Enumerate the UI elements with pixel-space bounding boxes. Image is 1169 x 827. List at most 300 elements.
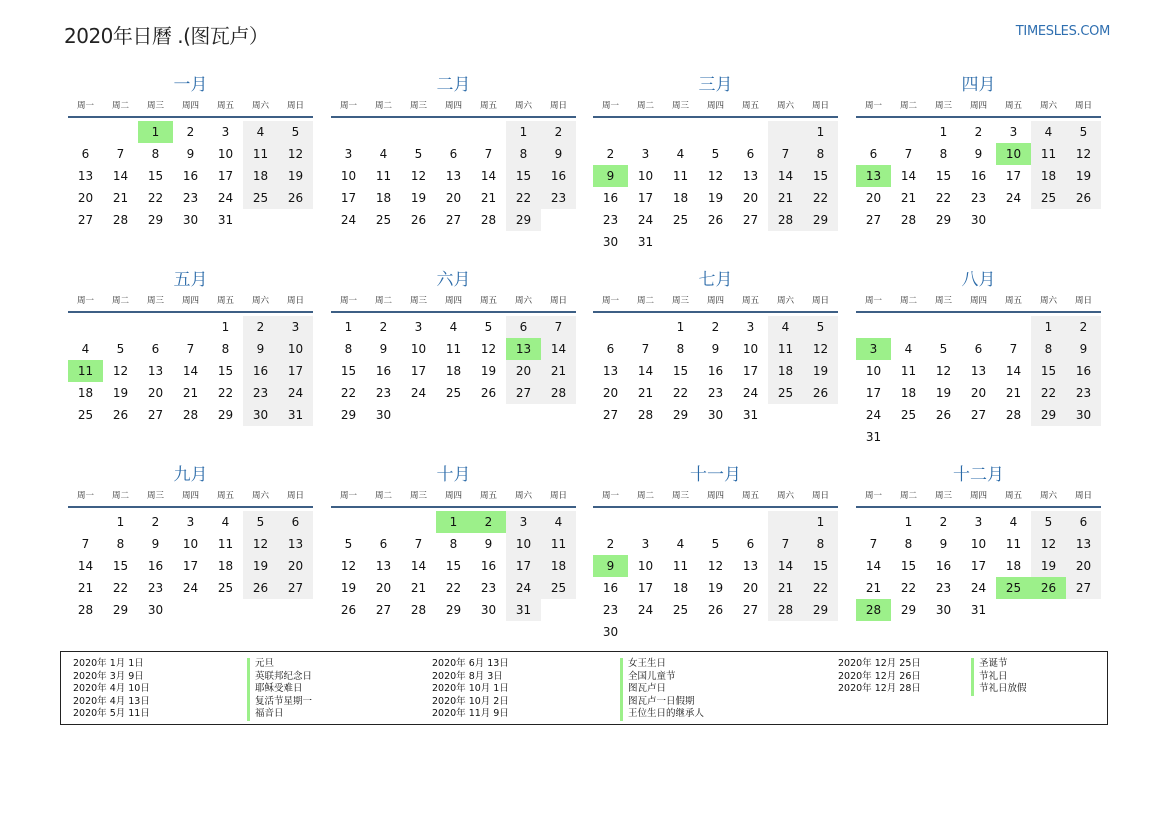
day-cell[interactable]: 17	[506, 555, 541, 577]
holiday-day-cell[interactable]: 26	[1031, 577, 1066, 599]
day-cell[interactable]: 3	[641, 147, 650, 161]
day-cell[interactable]: 9	[1066, 338, 1101, 360]
day-cell[interactable]: 7	[541, 316, 576, 338]
day-cell[interactable]: 5	[711, 537, 720, 551]
day-cell[interactable]: 18	[900, 386, 917, 400]
day-cell[interactable]: 3	[506, 511, 541, 533]
day-cell[interactable]: 27	[742, 213, 759, 227]
day-cell[interactable]: 22	[803, 187, 838, 209]
day-cell[interactable]: 18	[1005, 559, 1022, 573]
day-cell[interactable]: 5	[1031, 511, 1066, 533]
day-cell[interactable]: 12	[1031, 533, 1066, 555]
day-cell[interactable]: 15	[112, 559, 129, 573]
day-cell[interactable]: 27	[77, 213, 94, 227]
day-cell[interactable]: 17	[340, 191, 357, 205]
day-cell[interactable]: 23	[602, 603, 619, 617]
day-cell[interactable]: 2	[151, 515, 160, 529]
day-cell[interactable]: 13	[147, 364, 164, 378]
day-cell[interactable]: 30	[970, 213, 987, 227]
day-cell[interactable]: 18	[243, 165, 278, 187]
day-cell[interactable]: 20	[147, 386, 164, 400]
day-cell[interactable]: 9	[541, 143, 576, 165]
day-cell[interactable]: 11	[445, 342, 462, 356]
day-cell[interactable]: 9	[243, 338, 278, 360]
day-cell[interactable]: 11	[672, 169, 689, 183]
day-cell[interactable]: 16	[243, 360, 278, 382]
day-cell[interactable]: 1	[506, 121, 541, 143]
day-cell[interactable]: 4	[1009, 515, 1018, 529]
day-cell[interactable]: 28	[768, 599, 803, 621]
day-cell[interactable]: 8	[904, 537, 913, 551]
day-cell[interactable]: 26	[278, 187, 313, 209]
day-cell[interactable]: 4	[676, 147, 685, 161]
day-cell[interactable]: 18	[445, 364, 462, 378]
day-cell[interactable]: 31	[637, 235, 654, 249]
day-cell[interactable]: 20	[865, 191, 882, 205]
day-cell[interactable]: 18	[217, 559, 234, 573]
day-cell[interactable]: 12	[803, 338, 838, 360]
day-cell[interactable]: 25	[77, 408, 94, 422]
day-cell[interactable]: 19	[278, 165, 313, 187]
day-cell[interactable]: 3	[344, 147, 353, 161]
day-cell[interactable]: 14	[768, 165, 803, 187]
day-cell[interactable]: 31	[742, 408, 759, 422]
day-cell[interactable]: 7	[116, 147, 125, 161]
day-cell[interactable]: 30	[1066, 404, 1101, 426]
day-cell[interactable]: 17	[637, 581, 654, 595]
day-cell[interactable]: 7	[641, 342, 650, 356]
day-cell[interactable]: 24	[970, 581, 987, 595]
day-cell[interactable]: 9	[974, 147, 983, 161]
day-cell[interactable]: 7	[904, 147, 913, 161]
day-cell[interactable]: 6	[746, 537, 755, 551]
day-cell[interactable]: 2	[711, 320, 720, 334]
day-cell[interactable]: 15	[506, 165, 541, 187]
day-cell[interactable]: 7	[484, 147, 493, 161]
day-cell[interactable]: 20	[742, 581, 759, 595]
day-cell[interactable]: 19	[707, 191, 724, 205]
day-cell[interactable]: 12	[935, 364, 952, 378]
day-cell[interactable]: 5	[116, 342, 125, 356]
day-cell[interactable]: 12	[707, 169, 724, 183]
day-cell[interactable]: 3	[221, 125, 230, 139]
day-cell[interactable]: 28	[410, 603, 427, 617]
day-cell[interactable]: 24	[217, 191, 234, 205]
day-cell[interactable]: 27	[865, 213, 882, 227]
day-cell[interactable]: 9	[186, 147, 195, 161]
day-cell[interactable]: 21	[865, 581, 882, 595]
day-cell[interactable]: 7	[1009, 342, 1018, 356]
day-cell[interactable]: 27	[445, 213, 462, 227]
day-cell[interactable]: 19	[1031, 555, 1066, 577]
day-cell[interactable]: 5	[243, 511, 278, 533]
day-cell[interactable]: 9	[151, 537, 160, 551]
day-cell[interactable]: 26	[340, 603, 357, 617]
holiday-day-cell[interactable]: 10	[996, 143, 1031, 165]
day-cell[interactable]: 17	[637, 191, 654, 205]
day-cell[interactable]: 17	[182, 559, 199, 573]
day-cell[interactable]: 29	[445, 603, 462, 617]
day-cell[interactable]: 25	[243, 187, 278, 209]
day-cell[interactable]: 7	[768, 533, 803, 555]
day-cell[interactable]: 8	[676, 342, 685, 356]
day-cell[interactable]: 31	[278, 404, 313, 426]
day-cell[interactable]: 4	[676, 537, 685, 551]
day-cell[interactable]: 23	[935, 581, 952, 595]
day-cell[interactable]: 2	[541, 121, 576, 143]
day-cell[interactable]: 5	[939, 342, 948, 356]
day-cell[interactable]: 19	[480, 364, 497, 378]
day-cell[interactable]: 15	[217, 364, 234, 378]
day-cell[interactable]: 21	[637, 386, 654, 400]
day-cell[interactable]: 21	[112, 191, 129, 205]
day-cell[interactable]: 8	[803, 143, 838, 165]
day-cell[interactable]: 12	[243, 533, 278, 555]
day-cell[interactable]: 30	[602, 235, 619, 249]
day-cell[interactable]: 29	[672, 408, 689, 422]
day-cell[interactable]: 20	[602, 386, 619, 400]
day-cell[interactable]: 19	[707, 581, 724, 595]
day-cell[interactable]: 14	[77, 559, 94, 573]
day-cell[interactable]: 29	[803, 599, 838, 621]
day-cell[interactable]: 16	[970, 169, 987, 183]
day-cell[interactable]: 11	[768, 338, 803, 360]
day-cell[interactable]: 30	[243, 404, 278, 426]
day-cell[interactable]: 18	[1031, 165, 1066, 187]
day-cell[interactable]: 20	[970, 386, 987, 400]
day-cell[interactable]: 24	[340, 213, 357, 227]
day-cell[interactable]: 23	[147, 581, 164, 595]
day-cell[interactable]: 16	[147, 559, 164, 573]
day-cell[interactable]: 1	[939, 125, 948, 139]
day-cell[interactable]: 18	[375, 191, 392, 205]
day-cell[interactable]: 2	[974, 125, 983, 139]
day-cell[interactable]: 30	[707, 408, 724, 422]
day-cell[interactable]: 26	[243, 577, 278, 599]
day-cell[interactable]: 3	[186, 515, 195, 529]
day-cell[interactable]: 22	[445, 581, 462, 595]
day-cell[interactable]: 20	[278, 555, 313, 577]
day-cell[interactable]: 6	[506, 316, 541, 338]
holiday-day-cell[interactable]: 1	[436, 511, 471, 533]
day-cell[interactable]: 29	[900, 603, 917, 617]
day-cell[interactable]: 4	[243, 121, 278, 143]
day-cell[interactable]: 15	[803, 555, 838, 577]
day-cell[interactable]: 16	[480, 559, 497, 573]
day-cell[interactable]: 6	[151, 342, 160, 356]
day-cell[interactable]: 21	[182, 386, 199, 400]
day-cell[interactable]: 13	[970, 364, 987, 378]
day-cell[interactable]: 13	[375, 559, 392, 573]
day-cell[interactable]: 18	[541, 555, 576, 577]
day-cell[interactable]: 25	[541, 577, 576, 599]
day-cell[interactable]: 7	[414, 537, 423, 551]
day-cell[interactable]: 16	[935, 559, 952, 573]
day-cell[interactable]: 13	[602, 364, 619, 378]
holiday-day-cell[interactable]: 1	[138, 121, 173, 143]
day-cell[interactable]: 3	[278, 316, 313, 338]
day-cell[interactable]: 14	[637, 364, 654, 378]
day-cell[interactable]: 17	[278, 360, 313, 382]
day-cell[interactable]: 16	[707, 364, 724, 378]
day-cell[interactable]: 10	[506, 533, 541, 555]
day-cell[interactable]: 28	[1005, 408, 1022, 422]
day-cell[interactable]: 10	[637, 559, 654, 573]
day-cell[interactable]: 30	[147, 603, 164, 617]
day-cell[interactable]: 9	[379, 342, 388, 356]
day-cell[interactable]: 19	[935, 386, 952, 400]
day-cell[interactable]: 26	[112, 408, 129, 422]
day-cell[interactable]: 17	[742, 364, 759, 378]
day-cell[interactable]: 15	[1031, 360, 1066, 382]
day-cell[interactable]: 12	[278, 143, 313, 165]
day-cell[interactable]: 11	[672, 559, 689, 573]
day-cell[interactable]: 16	[182, 169, 199, 183]
day-cell[interactable]: 29	[340, 408, 357, 422]
day-cell[interactable]: 29	[506, 209, 541, 231]
day-cell[interactable]: 8	[803, 533, 838, 555]
day-cell[interactable]: 16	[602, 581, 619, 595]
day-cell[interactable]: 21	[1005, 386, 1022, 400]
day-cell[interactable]: 20	[742, 191, 759, 205]
day-cell[interactable]: 10	[865, 364, 882, 378]
day-cell[interactable]: 10	[970, 537, 987, 551]
day-cell[interactable]: 14	[541, 338, 576, 360]
day-cell[interactable]: 2	[243, 316, 278, 338]
day-cell[interactable]: 19	[243, 555, 278, 577]
day-cell[interactable]: 6	[746, 147, 755, 161]
day-cell[interactable]: 22	[112, 581, 129, 595]
day-cell[interactable]: 29	[147, 213, 164, 227]
day-cell[interactable]: 25	[768, 382, 803, 404]
day-cell[interactable]: 1	[1031, 316, 1066, 338]
day-cell[interactable]: 5	[344, 537, 353, 551]
day-cell[interactable]: 11	[900, 364, 917, 378]
day-cell[interactable]: 22	[217, 386, 234, 400]
day-cell[interactable]: 15	[147, 169, 164, 183]
holiday-day-cell[interactable]: 2	[471, 511, 506, 533]
day-cell[interactable]: 19	[410, 191, 427, 205]
day-cell[interactable]: 6	[606, 342, 615, 356]
day-cell[interactable]: 15	[935, 169, 952, 183]
day-cell[interactable]: 15	[803, 165, 838, 187]
day-cell[interactable]: 13	[278, 533, 313, 555]
day-cell[interactable]: 5	[278, 121, 313, 143]
day-cell[interactable]: 27	[278, 577, 313, 599]
day-cell[interactable]: 14	[410, 559, 427, 573]
day-cell[interactable]: 30	[182, 213, 199, 227]
day-cell[interactable]: 11	[217, 537, 234, 551]
day-cell[interactable]: 28	[77, 603, 94, 617]
day-cell[interactable]: 25	[445, 386, 462, 400]
day-cell[interactable]: 23	[480, 581, 497, 595]
day-cell[interactable]: 14	[768, 555, 803, 577]
day-cell[interactable]: 1	[676, 320, 685, 334]
day-cell[interactable]: 24	[182, 581, 199, 595]
day-cell[interactable]: 23	[375, 386, 392, 400]
day-cell[interactable]: 15	[672, 364, 689, 378]
day-cell[interactable]: 30	[935, 603, 952, 617]
day-cell[interactable]: 9	[939, 537, 948, 551]
day-cell[interactable]: 4	[379, 147, 388, 161]
day-cell[interactable]: 2	[379, 320, 388, 334]
day-cell[interactable]: 6	[278, 511, 313, 533]
day-cell[interactable]: 10	[278, 338, 313, 360]
day-cell[interactable]: 17	[1005, 169, 1022, 183]
day-cell[interactable]: 8	[116, 537, 125, 551]
day-cell[interactable]: 11	[243, 143, 278, 165]
day-cell[interactable]: 31	[217, 213, 234, 227]
day-cell[interactable]: 13	[742, 559, 759, 573]
day-cell[interactable]: 20	[445, 191, 462, 205]
day-cell[interactable]: 18	[672, 191, 689, 205]
day-cell[interactable]: 8	[151, 147, 160, 161]
day-cell[interactable]: 12	[340, 559, 357, 573]
holiday-day-cell[interactable]: 9	[593, 165, 628, 187]
day-cell[interactable]: 22	[147, 191, 164, 205]
holiday-day-cell[interactable]: 25	[996, 577, 1031, 599]
day-cell[interactable]: 20	[375, 581, 392, 595]
day-cell[interactable]: 23	[707, 386, 724, 400]
day-cell[interactable]: 8	[344, 342, 353, 356]
day-cell[interactable]: 13	[445, 169, 462, 183]
day-cell[interactable]: 2	[1066, 316, 1101, 338]
day-cell[interactable]: 15	[445, 559, 462, 573]
day-cell[interactable]: 8	[506, 143, 541, 165]
day-cell[interactable]: 24	[1005, 191, 1022, 205]
day-cell[interactable]: 23	[602, 213, 619, 227]
holiday-day-cell[interactable]: 3	[856, 338, 891, 360]
day-cell[interactable]: 22	[900, 581, 917, 595]
day-cell[interactable]: 3	[641, 537, 650, 551]
day-cell[interactable]: 13	[1066, 533, 1101, 555]
day-cell[interactable]: 11	[1005, 537, 1022, 551]
day-cell[interactable]: 29	[112, 603, 129, 617]
day-cell[interactable]: 22	[1031, 382, 1066, 404]
day-cell[interactable]: 10	[182, 537, 199, 551]
day-cell[interactable]: 25	[900, 408, 917, 422]
day-cell[interactable]: 4	[541, 511, 576, 533]
day-cell[interactable]: 27	[375, 603, 392, 617]
day-cell[interactable]: 2	[606, 537, 615, 551]
day-cell[interactable]: 29	[803, 209, 838, 231]
day-cell[interactable]: 27	[602, 408, 619, 422]
day-cell[interactable]: 21	[768, 577, 803, 599]
day-cell[interactable]: 7	[81, 537, 90, 551]
day-cell[interactable]: 12	[112, 364, 129, 378]
day-cell[interactable]: 14	[480, 169, 497, 183]
day-cell[interactable]: 14	[182, 364, 199, 378]
day-cell[interactable]: 10	[410, 342, 427, 356]
day-cell[interactable]: 21	[900, 191, 917, 205]
day-cell[interactable]: 27	[1066, 577, 1101, 599]
day-cell[interactable]: 1	[116, 515, 125, 529]
day-cell[interactable]: 17	[865, 386, 882, 400]
day-cell[interactable]: 14	[865, 559, 882, 573]
day-cell[interactable]: 6	[449, 147, 458, 161]
day-cell[interactable]: 6	[1066, 511, 1101, 533]
day-cell[interactable]: 24	[278, 382, 313, 404]
day-cell[interactable]: 27	[147, 408, 164, 422]
day-cell[interactable]: 9	[484, 537, 493, 551]
day-cell[interactable]: 18	[77, 386, 94, 400]
day-cell[interactable]: 6	[379, 537, 388, 551]
day-cell[interactable]: 3	[974, 515, 983, 529]
day-cell[interactable]: 22	[803, 577, 838, 599]
day-cell[interactable]: 17	[410, 364, 427, 378]
day-cell[interactable]: 6	[869, 147, 878, 161]
day-cell[interactable]: 19	[112, 386, 129, 400]
day-cell[interactable]: 29	[217, 408, 234, 422]
day-cell[interactable]: 8	[1031, 338, 1066, 360]
day-cell[interactable]: 6	[81, 147, 90, 161]
day-cell[interactable]: 26	[1066, 187, 1101, 209]
day-cell[interactable]: 2	[606, 147, 615, 161]
day-cell[interactable]: 19	[1066, 165, 1101, 187]
day-cell[interactable]: 3	[746, 320, 755, 334]
day-cell[interactable]: 28	[480, 213, 497, 227]
day-cell[interactable]: 9	[711, 342, 720, 356]
day-cell[interactable]: 1	[344, 320, 353, 334]
day-cell[interactable]: 10	[742, 342, 759, 356]
day-cell[interactable]: 16	[1066, 360, 1101, 382]
day-cell[interactable]: 23	[541, 187, 576, 209]
day-cell[interactable]: 12	[480, 342, 497, 356]
day-cell[interactable]: 19	[803, 360, 838, 382]
day-cell[interactable]: 24	[637, 603, 654, 617]
day-cell[interactable]: 15	[900, 559, 917, 573]
day-cell[interactable]: 11	[541, 533, 576, 555]
day-cell[interactable]: 4	[221, 515, 230, 529]
day-cell[interactable]: 22	[672, 386, 689, 400]
day-cell[interactable]: 13	[742, 169, 759, 183]
holiday-day-cell[interactable]: 28	[856, 599, 891, 621]
day-cell[interactable]: 7	[186, 342, 195, 356]
day-cell[interactable]: 22	[340, 386, 357, 400]
day-cell[interactable]: 12	[1066, 143, 1101, 165]
day-cell[interactable]: 1	[803, 511, 838, 533]
day-cell[interactable]: 3	[1009, 125, 1018, 139]
day-cell[interactable]: 7	[869, 537, 878, 551]
day-cell[interactable]: 4	[449, 320, 458, 334]
day-cell[interactable]: 24	[410, 386, 427, 400]
day-cell[interactable]: 28	[182, 408, 199, 422]
day-cell[interactable]: 8	[939, 147, 948, 161]
day-cell[interactable]: 16	[541, 165, 576, 187]
day-cell[interactable]: 5	[484, 320, 493, 334]
day-cell[interactable]: 23	[1066, 382, 1101, 404]
day-cell[interactable]: 21	[480, 191, 497, 205]
day-cell[interactable]: 26	[480, 386, 497, 400]
day-cell[interactable]: 12	[410, 169, 427, 183]
day-cell[interactable]: 27	[970, 408, 987, 422]
day-cell[interactable]: 15	[340, 364, 357, 378]
day-cell[interactable]: 19	[340, 581, 357, 595]
holiday-day-cell[interactable]: 9	[593, 555, 628, 577]
day-cell[interactable]: 1	[803, 121, 838, 143]
day-cell[interactable]: 24	[742, 386, 759, 400]
day-cell[interactable]: 29	[935, 213, 952, 227]
site-logo[interactable]: TIMESLES.COM	[1015, 24, 1110, 39]
day-cell[interactable]: 28	[637, 408, 654, 422]
day-cell[interactable]: 14	[900, 169, 917, 183]
day-cell[interactable]: 8	[221, 342, 230, 356]
day-cell[interactable]: 28	[900, 213, 917, 227]
day-cell[interactable]: 10	[637, 169, 654, 183]
day-cell[interactable]: 14	[112, 169, 129, 183]
day-cell[interactable]: 23	[970, 191, 987, 205]
day-cell[interactable]: 4	[1031, 121, 1066, 143]
